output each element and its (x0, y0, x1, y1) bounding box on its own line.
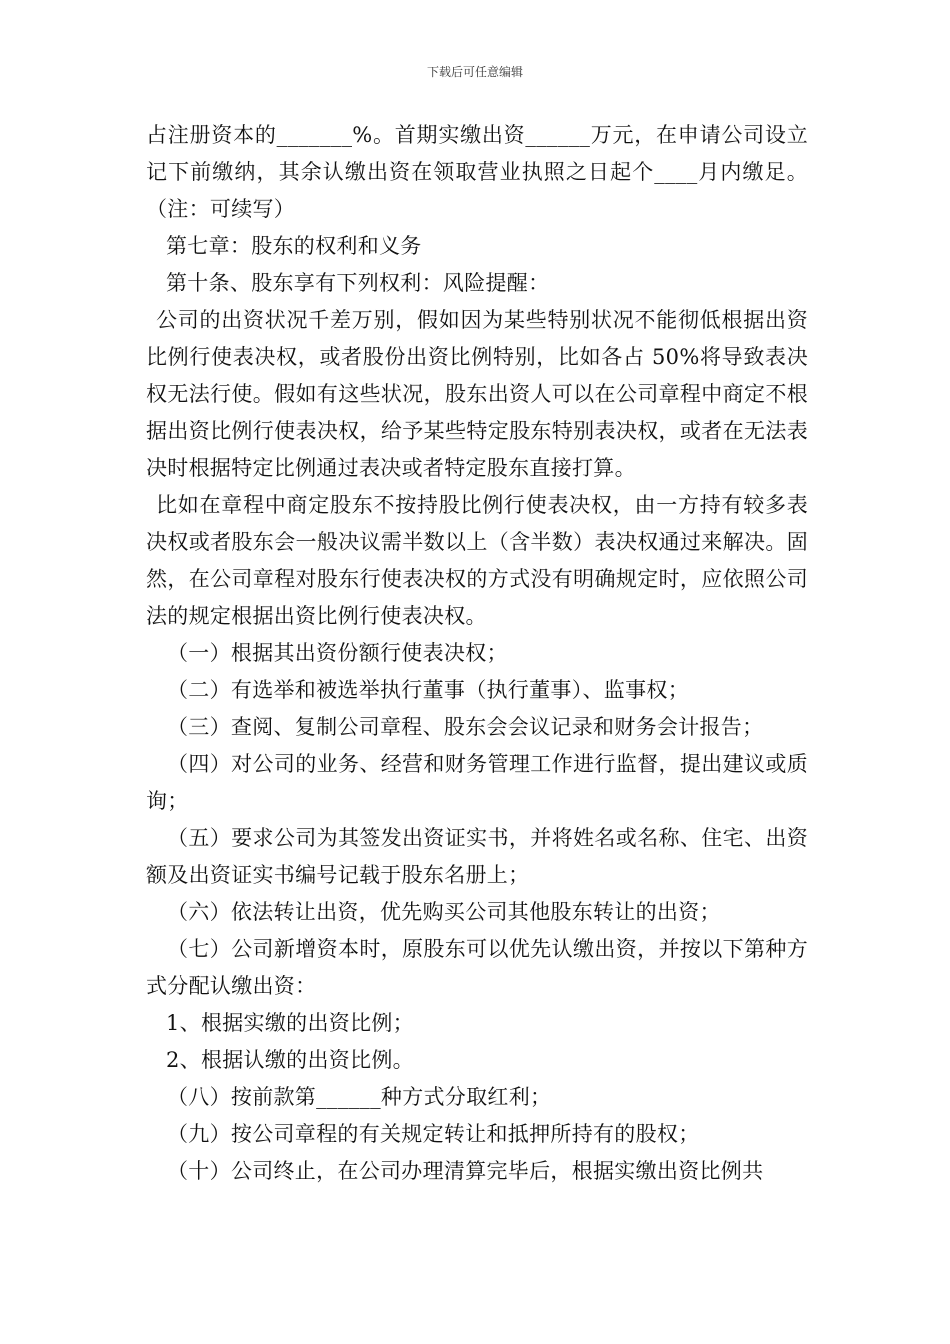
list-item-3: （三）查阅、复制公司章程、股东会会议记录和财务会计报告； (167, 715, 764, 739)
list-item-9: （九）按公司章程的有关规定转让和抵押所持有的股权； (167, 1122, 700, 1146)
list-item-1: （一）根据其出资份额行使表决权； (167, 641, 508, 665)
sub-item-1: 1、根据实缴的出资比例； (166, 1011, 414, 1035)
chapter-seven-heading: 第七章：股东的权利和义务 (166, 234, 422, 258)
list-item-5: （五）要求公司为其签发出资证实书，并将姓名或名称、住宅、出资额及出资证实书编号记载于股东名册上； (146, 826, 808, 887)
list-item-2: （二）有选举和被选举执行董事（执行董事）、监事权； (167, 678, 689, 702)
list-item-8: （八）按前款第______种方式分取红利； (167, 1085, 552, 1109)
list-item-4: （四）对公司的业务、经营和财务管理工作进行监督，提出建议或质询； (146, 752, 808, 813)
page-header: 下载后可任意编辑 (426, 65, 523, 79)
list-item-7: （七）公司新增资本时，原股东可以优先认缴出资，并按以下第种方式分配认缴出资： (146, 937, 808, 998)
paragraph-risk-reminder: 公司的出资状况千差万别，假如因为某些特别状况不能彻低根据出资比例行使表决权，或者股份出资比例特别，比如各占 50%将导致表决权无法行使。假如有这些状况，股东出资人可以在公司章程中商定不根据出资比例行使表决权，给予某些特定股东特别表决权，或者在无法表决时根据特定比例通过表决或者特定股东直接打算。 (146, 308, 808, 480)
document-body (146, 117, 808, 1190)
list-item-10: （十）公司终止，在公司办理清算完毕后，根据实缴出资比例共 (167, 1159, 764, 1183)
article-ten-heading: 第十条、股东享有下列权利：风险提醒： (166, 271, 550, 295)
list-item-6: （六）依法转让出资，优先购买公司其他股东转让的出资； (167, 900, 721, 924)
sub-item-2: 2、根据认缴的出资比例。 (166, 1048, 414, 1072)
paragraph-capital-contribution: 占注册资本的_______%。首期实缴出资______万元，在申请公司设立记下前缴纳，其余认缴出资在领取营业执照之日起个____月内缴足。（注：可续写） (146, 123, 808, 221)
paragraph-example: 比如在章程中商定股东不按持股比例行使表决权，由一方持有较多表决权或者股东会一般决议需半数以上（含半数）表决权通过来解决。固然，在公司章程对股东行使表决权的方式没有明确规定时，应依照公司法的规定根据出资比例行使表决权。 (146, 493, 808, 628)
